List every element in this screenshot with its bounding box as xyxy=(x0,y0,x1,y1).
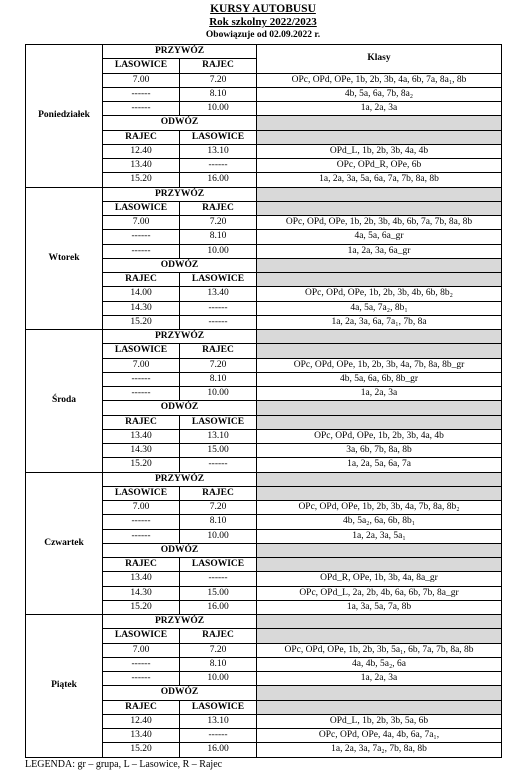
arrival-time: 10.00 xyxy=(180,672,257,686)
departure-time: 7.00 xyxy=(103,358,180,372)
direction-label: ODWÓZ xyxy=(103,686,257,700)
arrival-time: 8.10 xyxy=(180,87,257,101)
classes-list: 1a, 2a, 3a xyxy=(257,387,502,401)
classes-list: 4b, 5a, 6a, 7b, 8a₂ xyxy=(257,87,502,101)
day-name: Wtorek xyxy=(26,187,103,330)
departure-time: 12.40 xyxy=(103,144,180,158)
arrival-time: 7.20 xyxy=(180,501,257,515)
arrival-time: 7.20 xyxy=(180,358,257,372)
arrival-time: 8.10 xyxy=(180,230,257,244)
column-header-to: LASOWICE xyxy=(180,415,257,429)
departure-time: 13.40 xyxy=(103,159,180,173)
direction-label: PRZYWÓZ xyxy=(103,330,257,344)
day-name: Poniedziałek xyxy=(26,45,103,188)
departure-time: 7.00 xyxy=(103,216,180,230)
direction-row xyxy=(26,330,502,344)
arrival-time: 15.00 xyxy=(180,444,257,458)
arrival-time: ------ xyxy=(180,729,257,743)
arrival-time: ------ xyxy=(180,572,257,586)
departure-time: ------ xyxy=(103,387,180,401)
departure-time: 7.00 xyxy=(103,643,180,657)
classes-list: OPc, OPd, OPe, 1b, 2b, 3b, 5a₁, 6b, 7a, 7b, 8a, 8b xyxy=(257,643,502,657)
direction-label: ODWÓZ xyxy=(103,401,257,415)
departure-time: ------ xyxy=(103,657,180,671)
classes-list: 1a, 2a, 5a, 6a, 7a xyxy=(257,458,502,472)
direction-label: PRZYWÓZ xyxy=(103,187,257,201)
grey-cell xyxy=(257,486,502,500)
arrival-time: 13.40 xyxy=(180,287,257,301)
departure-time: 15.20 xyxy=(103,315,180,329)
direction-label: PRZYWÓZ xyxy=(103,472,257,486)
departure-time: ------ xyxy=(103,102,180,116)
direction-label: ODWÓZ xyxy=(103,116,257,130)
classes-list: OPd_L, 1b, 2b, 3b, 4a, 4b xyxy=(257,144,502,158)
column-header-from: RAJEC xyxy=(103,558,180,572)
classes-list: OPc, OPd, OPe, 1b, 2b, 3b, 4a, 4b xyxy=(257,429,502,443)
arrival-time: 10.00 xyxy=(180,387,257,401)
arrival-time: 8.10 xyxy=(180,372,257,386)
classes-list: OPc, OPd, OPe, 1b, 2b, 3b, 4b, 6b, 7a, 7b, 8a, 8b xyxy=(257,216,502,230)
arrival-time: ------ xyxy=(180,458,257,472)
column-header-from: LASOWICE xyxy=(103,201,180,215)
classes-list: OPc, OPd, OPe, 4a, 4b, 6a, 7a₁, xyxy=(257,729,502,743)
arrival-time: 13.10 xyxy=(180,144,257,158)
classes-list: 4b, 5a₂, 6a, 6b, 8b₁ xyxy=(257,515,502,529)
column-header-to: RAJEC xyxy=(180,201,257,215)
schedule-body xyxy=(26,45,502,758)
arrival-time: 7.20 xyxy=(180,216,257,230)
classes-list: 1a, 3a, 5a, 7a, 8b xyxy=(257,600,502,614)
classes-list: OPc, OPd, OPe, 1b, 2b, 3b, 4b, 6b, 8b₂ xyxy=(257,287,502,301)
school-year: Rok szkolny 2022/2023 xyxy=(209,16,317,28)
grey-cell xyxy=(257,116,502,130)
arrival-time: 16.00 xyxy=(180,600,257,614)
column-header-to: LASOWICE xyxy=(180,273,257,287)
column-header-from: RAJEC xyxy=(103,130,180,144)
arrival-time: 8.10 xyxy=(180,657,257,671)
arrival-time: 15.00 xyxy=(180,586,257,600)
classes-list: 3a, 6b, 7b, 8a, 8b xyxy=(257,444,502,458)
departure-time: 12.40 xyxy=(103,714,180,728)
departure-time: ------ xyxy=(103,672,180,686)
direction-row xyxy=(26,472,502,486)
arrival-time: 10.00 xyxy=(180,529,257,543)
document-header xyxy=(0,0,526,42)
classes-list: OPd_R, OPe, 1b, 3b, 4a, 8a_gr xyxy=(257,572,502,586)
departure-time: 15.20 xyxy=(103,600,180,614)
grey-cell xyxy=(257,472,502,486)
departure-time: 13.40 xyxy=(103,572,180,586)
column-header-to: RAJEC xyxy=(180,59,257,73)
document-title: KURSY AUTOBUSU xyxy=(210,3,316,15)
arrival-time: ------ xyxy=(180,159,257,173)
grey-cell xyxy=(257,700,502,714)
departure-time: 14.00 xyxy=(103,287,180,301)
arrival-time: 16.00 xyxy=(180,743,257,757)
departure-time: 15.20 xyxy=(103,458,180,472)
grey-cell xyxy=(257,629,502,643)
direction-row xyxy=(26,615,502,629)
legend: LEGENDA: gr – grupa, L – Lasowice, R – Rajec xyxy=(25,759,223,770)
classes-list: 1a, 2a, 3a, 5a, 6a, 7a, 7b, 8a, 8b xyxy=(257,173,502,187)
grey-cell xyxy=(257,415,502,429)
departure-time: 14.30 xyxy=(103,586,180,600)
classes-list: 1a, 2a, 3a xyxy=(257,102,502,116)
classes-list: OPc, OPd, OPe, 1b, 2b, 3b, 4a, 7b, 8a, 8b₂ xyxy=(257,501,502,515)
column-header-from: RAJEC xyxy=(103,700,180,714)
arrival-time: ------ xyxy=(180,301,257,315)
column-header-to: RAJEC xyxy=(180,344,257,358)
grey-cell xyxy=(257,273,502,287)
classes-list: OPd_L, 1b, 2b, 3b, 5a, 6b xyxy=(257,714,502,728)
arrival-time: 8.10 xyxy=(180,515,257,529)
departure-time: 14.30 xyxy=(103,444,180,458)
column-header-to: LASOWICE xyxy=(180,558,257,572)
departure-time: 15.20 xyxy=(103,173,180,187)
classes-list: OPc, OPd_R, OPe, 6b xyxy=(257,159,502,173)
day-name: Piątek xyxy=(26,615,103,758)
grey-cell xyxy=(257,615,502,629)
column-header-to: LASOWICE xyxy=(180,130,257,144)
column-header-to: RAJEC xyxy=(180,486,257,500)
bus-schedule-table xyxy=(25,44,502,758)
departure-time: 7.00 xyxy=(103,501,180,515)
departure-time: 7.00 xyxy=(103,73,180,87)
grey-cell xyxy=(257,201,502,215)
grey-cell xyxy=(257,330,502,344)
grey-cell xyxy=(257,344,502,358)
classes-list: OPc, OPd_L, 2a, 2b, 4b, 6a, 6b, 7b, 8a_gr xyxy=(257,586,502,600)
departure-time: 15.20 xyxy=(103,743,180,757)
direction-row xyxy=(26,187,502,201)
column-header-from: LASOWICE xyxy=(103,59,180,73)
valid-from: Obowiązuje od 02.09.2022 r. xyxy=(205,30,321,40)
grey-cell xyxy=(257,187,502,201)
grey-cell xyxy=(257,258,502,272)
arrival-time: 13.10 xyxy=(180,429,257,443)
departure-time: 13.40 xyxy=(103,729,180,743)
classes-list: 1a, 2a, 3a, 6a, 7a₁, 7b, 8a xyxy=(257,315,502,329)
grey-cell xyxy=(257,686,502,700)
direction-label: ODWÓZ xyxy=(103,543,257,557)
arrival-time: 10.00 xyxy=(180,244,257,258)
classes-list: 1a, 2a, 3a, 5a₁ xyxy=(257,529,502,543)
day-name: Środa xyxy=(26,330,103,473)
direction-label: PRZYWÓZ xyxy=(103,45,257,59)
column-header-from: RAJEC xyxy=(103,273,180,287)
arrival-time: 7.20 xyxy=(180,73,257,87)
departure-time: ------ xyxy=(103,529,180,543)
classes-list: 4b, 5a, 6a, 6b, 8b_gr xyxy=(257,372,502,386)
classes-list: 4a, 4b, 5a₂, 6a xyxy=(257,657,502,671)
departure-time: ------ xyxy=(103,244,180,258)
classes-list: OPc, OPd, OPe, 1b, 2b, 3b, 4a, 7b, 8a, 8b_gr xyxy=(257,358,502,372)
classes-header: Klasy xyxy=(257,45,502,74)
classes-list: 1a, 2a, 3a, 6a_gr xyxy=(257,244,502,258)
arrival-time: 7.20 xyxy=(180,643,257,657)
column-header-from: RAJEC xyxy=(103,415,180,429)
grey-cell xyxy=(257,401,502,415)
column-header-to: LASOWICE xyxy=(180,700,257,714)
grey-cell xyxy=(257,543,502,557)
departure-time: ------ xyxy=(103,372,180,386)
arrival-time: ------ xyxy=(180,315,257,329)
grey-cell xyxy=(257,130,502,144)
direction-row xyxy=(26,45,502,59)
departure-time: ------ xyxy=(103,230,180,244)
day-name: Czwartek xyxy=(26,472,103,615)
column-header-from: LASOWICE xyxy=(103,486,180,500)
direction-label: ODWÓZ xyxy=(103,258,257,272)
column-header-from: LASOWICE xyxy=(103,629,180,643)
departure-time: ------ xyxy=(103,87,180,101)
classes-list: OPc, OPd, OPe, 1b, 2b, 3b, 4a, 6b, 7a, 8a₁, 8b xyxy=(257,73,502,87)
arrival-time: 13.10 xyxy=(180,714,257,728)
column-header-to: RAJEC xyxy=(180,629,257,643)
classes-list: 4a, 5a, 6a_gr xyxy=(257,230,502,244)
arrival-time: 10.00 xyxy=(180,102,257,116)
grey-cell xyxy=(257,558,502,572)
direction-label: PRZYWÓZ xyxy=(103,615,257,629)
classes-list: 1a, 2a, 3a, 7a₂, 7b, 8a, 8b xyxy=(257,743,502,757)
classes-list: 4a, 5a, 7a₂, 8b₁ xyxy=(257,301,502,315)
classes-list: 1a, 2a, 3a xyxy=(257,672,502,686)
departure-time: 13.40 xyxy=(103,429,180,443)
departure-time: ------ xyxy=(103,515,180,529)
column-header-from: LASOWICE xyxy=(103,344,180,358)
arrival-time: 16.00 xyxy=(180,173,257,187)
departure-time: 14.30 xyxy=(103,301,180,315)
